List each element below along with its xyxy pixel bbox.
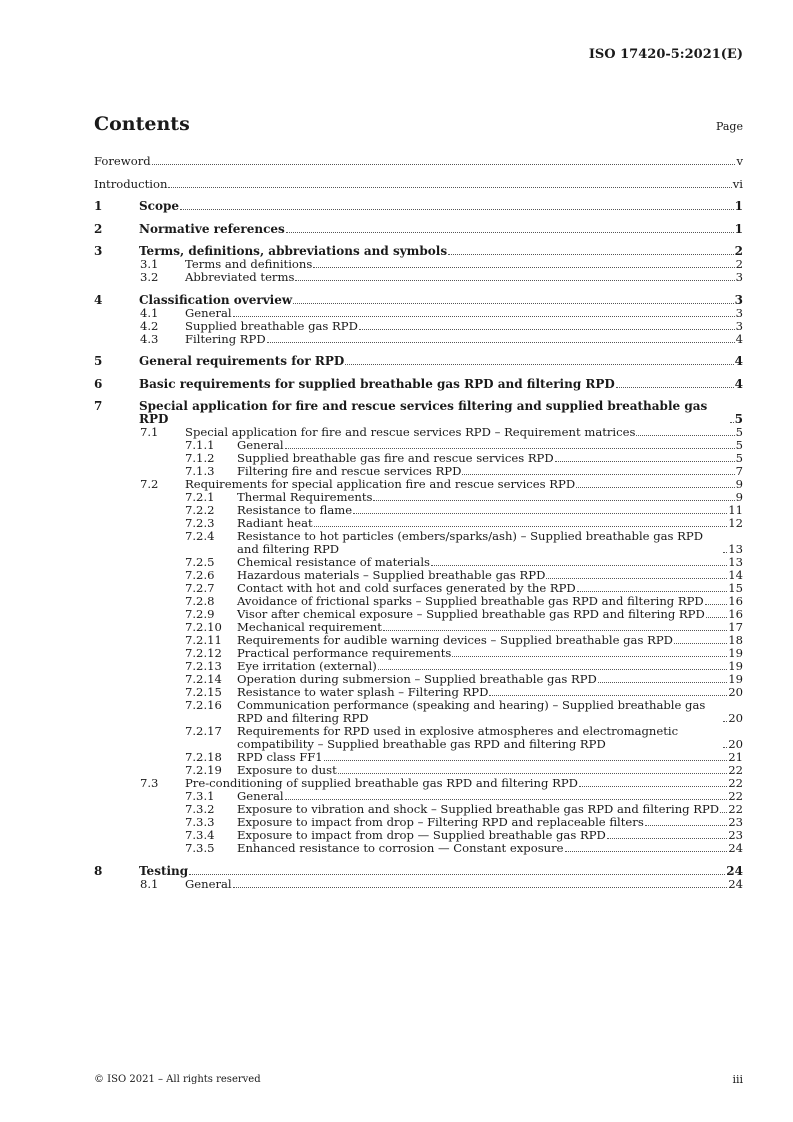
toc-entry-title: Exposure to vibration and shock – Supplied breathable gas RPD and filtering RPD	[237, 802, 720, 816]
toc-entry-page: 9	[735, 477, 743, 491]
toc-entry-page: 14	[728, 568, 743, 582]
toc-entry-page: 20	[728, 711, 743, 725]
toc-entry-page: 22	[728, 802, 743, 816]
toc-entry-page: 5	[735, 425, 743, 439]
toc-entry[interactable]	[94, 294, 743, 307]
toc-entry-page: 5	[735, 451, 743, 465]
toc-entry-title: Practical performance requirements	[237, 646, 452, 660]
toc-entry-page: 5	[734, 412, 743, 426]
toc-entry-title: Thermal Requirements	[237, 490, 373, 504]
dot-leader	[555, 461, 735, 462]
toc-entry[interactable]	[94, 271, 743, 284]
toc-entry-number: 5	[94, 354, 103, 368]
toc-entry-page: 21	[728, 750, 743, 764]
toc-entry[interactable]	[94, 333, 743, 346]
dot-leader	[286, 232, 734, 233]
toc-entry-number: 7.2.16	[185, 698, 222, 712]
toc-entry-page: 18	[728, 633, 743, 647]
toc-entry-title: Communication performance (speaking and hearing) – Supplied breathable gas RPD and filtering RPD	[237, 698, 706, 725]
toc-entry-number: 7.2.7	[185, 581, 215, 595]
toc-entry[interactable]	[94, 155, 743, 168]
toc-entry-number: 7.2.12	[185, 646, 222, 660]
toc-entry-page: 3	[735, 305, 743, 320]
toc-entry-page: 24	[728, 841, 743, 855]
toc-entry[interactable]	[94, 878, 743, 891]
toc-entry-number: 7.2.5	[185, 555, 215, 569]
dot-leader	[448, 254, 734, 255]
dot-leader	[267, 342, 735, 343]
dot-leader	[180, 209, 734, 210]
toc-entry-page: 3	[735, 270, 743, 284]
dot-leader	[233, 316, 735, 317]
toc-entry-page: 16	[728, 594, 743, 608]
toc-entry-title: Classification overview	[139, 292, 293, 307]
dot-leader	[577, 591, 728, 592]
toc-entry-title: Eye irritation (external)	[237, 659, 377, 673]
toc-entry-page: 13	[728, 555, 743, 569]
dot-leader	[152, 164, 736, 165]
toc-entry[interactable]	[94, 400, 743, 426]
dot-leader	[636, 435, 734, 436]
dot-leader	[295, 280, 734, 281]
toc-entry[interactable]	[94, 842, 743, 855]
toc-entry-number: 7.2.4	[185, 529, 215, 543]
toc-entry-number: 3	[94, 244, 103, 258]
toc-entry-page: 13	[728, 542, 743, 556]
dot-leader	[373, 500, 734, 501]
toc-entry-title: Resistance to water splash – Filtering RPD	[237, 685, 489, 699]
toc-entry-number: 7.2.3	[185, 516, 215, 530]
dot-leader	[546, 578, 727, 579]
toc-entry-number: 4	[94, 292, 103, 307]
toc-entry-page: 11	[728, 503, 743, 517]
toc-entry-page: 4	[735, 331, 743, 346]
toc-entry[interactable]	[94, 699, 743, 725]
toc-entry-title: Special application for fire and rescue services RPD – Requirement matrices	[185, 425, 636, 439]
toc-entry-page: 19	[728, 659, 743, 673]
toc-entry-page: 23	[728, 815, 743, 829]
toc-entry-title: Requirements for special application fire and rescue services RPD	[185, 477, 576, 491]
toc-entry-title: Basic requirements for supplied breathable gas RPD and filtering RPD	[139, 376, 615, 391]
toc-entry-number: 7.3	[140, 776, 159, 790]
toc-entry-page: 4	[734, 354, 743, 368]
toc-entry-page: 22	[728, 763, 743, 777]
toc-entry-number: 7.3.5	[185, 841, 215, 855]
toc-entry-title: Pre-conditioning of supplied breathable gas RPD and filtering RPD	[185, 776, 578, 790]
dot-leader	[189, 874, 725, 875]
toc-entry-title: Foreword	[94, 154, 151, 168]
dot-leader	[313, 267, 734, 268]
dot-leader	[462, 474, 734, 475]
footer-page-number: iii	[732, 1073, 743, 1086]
toc-entry-number: 7.3.1	[185, 789, 215, 803]
document-standard-id: ISO 17420-5:2021(E)	[588, 47, 743, 62]
dot-leader	[607, 838, 727, 839]
toc-entry-number: 7.2.17	[185, 724, 222, 738]
toc-entry-number: 7.2.15	[185, 685, 222, 699]
toc-entry-number: 7.2.1	[185, 490, 215, 504]
toc-entry-title: Requirements for audible warning devices – Supplied breathable gas RPD	[237, 633, 673, 647]
dot-leader	[383, 630, 727, 631]
toc-entry-number: 7.3.2	[185, 802, 215, 816]
toc-entry-page: 12	[728, 516, 743, 530]
toc-entry[interactable]	[94, 320, 743, 333]
toc-entry[interactable]	[94, 725, 743, 751]
toc-entry-page: 19	[728, 672, 743, 686]
toc-entry-number: 7.3.3	[185, 815, 215, 829]
toc-entry-title: Operation during submersion – Supplied breathable gas RPD	[237, 672, 597, 686]
toc-entry-page: 4	[734, 376, 743, 391]
dot-leader	[285, 448, 735, 449]
dot-leader	[314, 526, 728, 527]
toc-entry-title: Introduction	[94, 176, 168, 191]
toc-entry-page: 2	[734, 244, 743, 258]
dot-leader	[489, 695, 727, 696]
toc-entry-page: 22	[728, 789, 743, 803]
dot-leader	[378, 669, 728, 670]
dot-leader	[576, 487, 734, 488]
toc-entry-title: Testing	[139, 863, 189, 878]
toc-entry-number: 7.2	[140, 477, 159, 491]
toc-entry-number: 1	[94, 199, 103, 213]
toc-entry-number: 7	[94, 399, 103, 413]
toc-entry-page: 1	[734, 199, 743, 213]
toc-entry-title: Scope	[139, 199, 180, 213]
toc-entry-number: 4.1	[140, 305, 159, 320]
dot-leader	[285, 799, 728, 800]
toc-entry-title: Supplied breathable gas RPD	[185, 318, 358, 333]
toc-entry-number: 4.3	[140, 331, 159, 346]
toc-entry[interactable]	[94, 307, 743, 320]
toc-entry-page: 22	[728, 776, 743, 790]
toc-entry-page: vi	[732, 176, 743, 191]
toc-entry-title: General requirements for RPD	[139, 354, 345, 368]
toc-entry-title: RPD class FF1	[237, 750, 323, 764]
dot-leader	[431, 565, 727, 566]
footer-copyright: © ISO 2021 – All rights reserved	[94, 1074, 261, 1085]
toc-entry-number: 3.2	[140, 270, 159, 284]
toc-entry[interactable]	[94, 200, 743, 213]
toc-entry-title: Chemical resistance of materials	[237, 555, 430, 569]
toc-entry-number: 6	[94, 376, 103, 391]
toc-entry-number: 7.1	[140, 425, 159, 439]
toc-entry-number: 8.1	[140, 876, 159, 891]
toc-entry-title: Resistance to hot particles (embers/sparks/ash) – Supplied breathable gas RPD and filtering RPD	[237, 529, 703, 556]
toc-entry-page: 24	[728, 876, 743, 891]
toc-entry[interactable]	[94, 178, 743, 191]
toc-entry-title: Requirements for RPD used in explosive atmospheres and electromagnetic compatibility – Supplied breathable gas RPD and filtering RPD	[237, 724, 679, 751]
toc-entry-title: Enhanced resistance to corrosion — Constant exposure	[237, 841, 564, 855]
toc-entry[interactable]	[94, 865, 743, 878]
toc-entry-number: 7.2.2	[185, 503, 215, 517]
dot-leader	[565, 851, 728, 852]
toc-entry-title: Visor after chemical exposure – Supplied breathable gas RPD and filtering RPD	[237, 607, 705, 621]
dot-leader	[338, 773, 728, 774]
toc-entry-title: Supplied breathable gas fire and rescue services RPD	[237, 451, 554, 465]
dot-leader	[674, 643, 727, 644]
toc-entry-number: 7.2.10	[185, 620, 222, 634]
toc-entry-title: Resistance to flame	[237, 503, 353, 517]
toc-entry-number: 8	[94, 863, 103, 878]
toc-entry-page: 1	[734, 221, 743, 236]
toc-entry-title: Terms and definitions	[185, 257, 313, 271]
dot-leader	[730, 422, 734, 423]
toc-entry-title: Normative references	[139, 221, 285, 236]
toc-entry[interactable]	[94, 378, 743, 391]
toc-entry-title: Contact with hot and cold surfaces generated by the RPD	[237, 581, 576, 595]
toc-entry-number: 4.2	[140, 318, 159, 333]
toc-entry-number: 7.3.4	[185, 828, 215, 842]
dot-leader	[645, 825, 727, 826]
toc-entry-number: 2	[94, 221, 103, 236]
toc-entry-page: 20	[728, 685, 743, 699]
table-of-contents	[94, 155, 743, 891]
toc-entry-number: 3.1	[140, 257, 159, 271]
dot-leader	[723, 747, 727, 748]
toc-entry[interactable]	[94, 530, 743, 556]
dot-leader	[616, 387, 734, 388]
toc-entry-page: 2	[735, 257, 743, 271]
toc-entry-page: 16	[728, 607, 743, 621]
toc-entry-title: Filtering fire and rescue services RPD	[237, 464, 462, 478]
toc-entry-title: Hazardous materials – Supplied breathable gas RPD	[237, 568, 546, 582]
dot-leader	[723, 721, 727, 722]
toc-entry-page: v	[736, 154, 743, 168]
toc-entry-page: 20	[728, 737, 743, 751]
toc-entry-title: Abbreviated terms	[185, 270, 295, 284]
toc-entry-title: Special application for fire and rescue services filtering and supplied breathable gas RPD	[139, 399, 708, 426]
dot-leader	[233, 887, 728, 888]
toc-entry-page: 3	[734, 292, 743, 307]
toc-entry[interactable]	[94, 223, 743, 236]
toc-entry-title: Terms, definitions, abbreviations and symbols	[139, 244, 448, 258]
toc-entry-page: 5	[735, 438, 743, 452]
toc-entry-number: 7.2.14	[185, 672, 222, 686]
toc-entry-number: 7.2.9	[185, 607, 215, 621]
dot-leader	[168, 187, 731, 188]
toc-entry-number: 7.2.18	[185, 750, 222, 764]
toc-entry-title: General	[185, 876, 232, 891]
dot-leader	[706, 617, 727, 618]
dot-leader	[345, 364, 733, 365]
toc-entry-title: General	[237, 438, 284, 452]
dot-leader	[705, 604, 728, 605]
toc-entry-page: 15	[728, 581, 743, 595]
toc-entry-title: Exposure to dust	[237, 763, 337, 777]
toc-entry-title: Radiant heat	[237, 516, 313, 530]
toc-entry-title: Mechanical requirement	[237, 620, 382, 634]
page-column-label: Page	[715, 120, 743, 133]
toc-entry-page: 24	[726, 863, 743, 878]
toc-entry-page: 3	[735, 318, 743, 333]
page-title: Contents	[94, 113, 190, 135]
toc-entry-title: General	[185, 305, 232, 320]
toc-entry-title: Exposure to impact from drop — Supplied breathable gas RPD	[237, 828, 606, 842]
toc-entry-number: 7.2.19	[185, 763, 222, 777]
toc-entry-page: 9	[735, 490, 743, 504]
toc-entry-title: Filtering RPD	[185, 331, 266, 346]
dot-leader	[579, 786, 727, 787]
toc-entry[interactable]	[94, 355, 743, 368]
dot-leader	[324, 760, 728, 761]
dot-leader	[723, 552, 727, 553]
dot-leader	[353, 513, 727, 514]
dot-leader	[452, 656, 727, 657]
toc-entry-title: Avoidance of frictional sparks – Supplied breathable gas RPD and filtering RPD	[237, 594, 704, 608]
toc-entry-number: 7.1.3	[185, 464, 215, 478]
toc-entry-number: 7.1.1	[185, 438, 215, 452]
toc-entry-title: Exposure to impact from drop – Filtering RPD and replaceable filters	[237, 815, 644, 829]
dot-leader	[720, 812, 727, 813]
dot-leader	[598, 682, 727, 683]
toc-entry-number: 7.2.6	[185, 568, 215, 582]
toc-entry-number: 7.2.11	[185, 633, 222, 647]
toc-entry-page: 23	[728, 828, 743, 842]
toc-entry-page: 19	[728, 646, 743, 660]
toc-entry-number: 7.2.8	[185, 594, 215, 608]
toc-entry-number: 7.1.2	[185, 451, 215, 465]
dot-leader	[359, 329, 735, 330]
toc-entry-number: 7.2.13	[185, 659, 222, 673]
toc-entry-page: 7	[735, 464, 743, 478]
dot-leader	[293, 303, 733, 304]
toc-entry-page: 17	[728, 620, 743, 634]
toc-entry-title: General	[237, 789, 284, 803]
